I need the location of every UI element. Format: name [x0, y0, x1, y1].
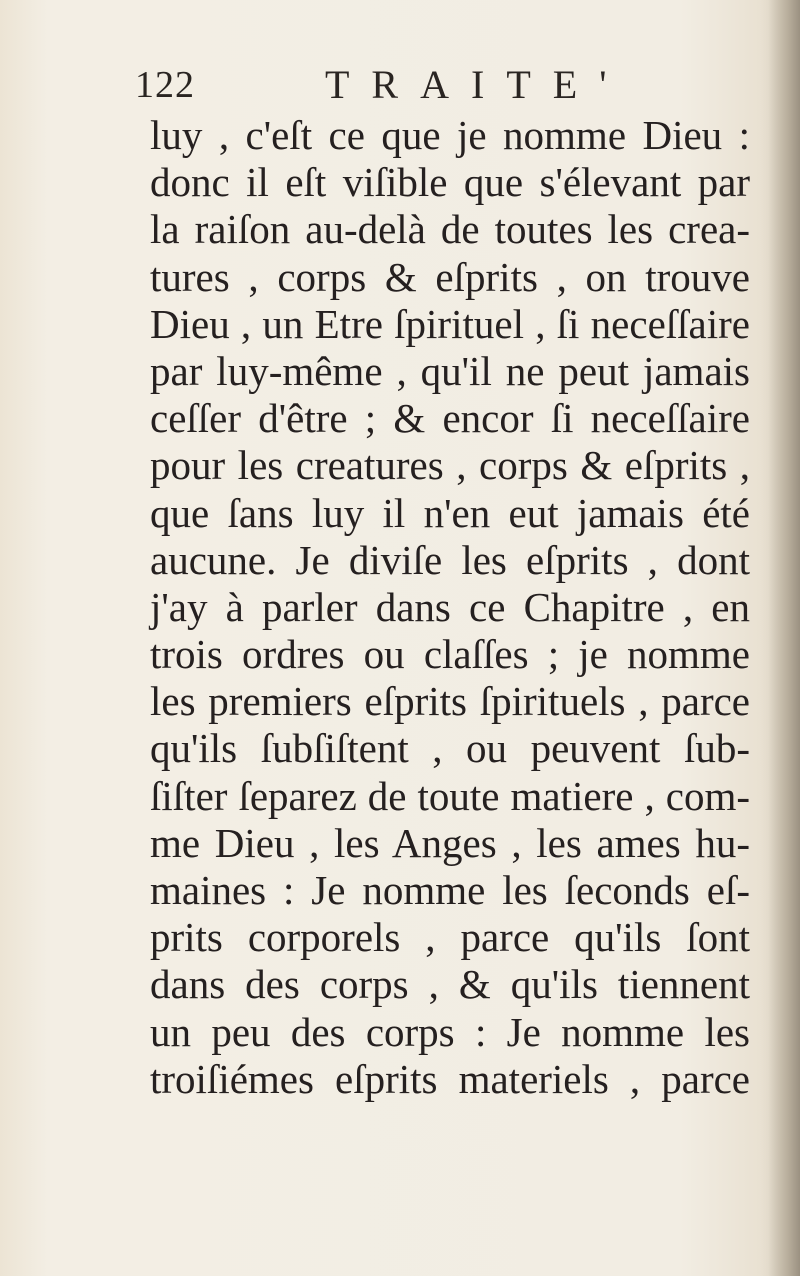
text-line: dans des corps , & qu'ils tiennent — [150, 961, 750, 1008]
text-line: ceſſer d'être ; & encor ſi neceſſaire — [150, 395, 750, 442]
text-line: j'ay à parler dans ce Chapitre , en — [150, 583, 750, 630]
text-line: qu'ils ſubſiſtent , ou peuvent ſub- — [150, 725, 750, 772]
body-text — [150, 112, 750, 1103]
text-line: les premiers eſprits ſpirituels , parce — [150, 678, 750, 725]
text-line: trois ordres ou claſſes ; je nomme — [150, 631, 750, 678]
text-line: par luy-même , qu'il ne peut jamais — [150, 347, 750, 394]
text-line: prits corporels , parce qu'ils ſont — [150, 914, 750, 961]
text-line: me Dieu , les Anges , les ames hu- — [150, 819, 750, 866]
text-line: maines : Je nomme les ſeconds eſ- — [150, 867, 750, 913]
text-line: donc il eſt viſible que s'élevant par — [150, 159, 750, 206]
page-gutter-shadow — [768, 0, 800, 1276]
text-line: que ſans luy il n'en eut jamais été — [150, 489, 750, 536]
page-header — [135, 60, 755, 110]
text-line: pour les creatures , corps & eſprits , — [150, 442, 750, 489]
text-line: aucune. Je diviſe les eſprits , dont — [150, 536, 750, 583]
text-line: la raiſon au-delà de toutes les crea- — [150, 206, 750, 253]
page-number: 122 — [135, 64, 195, 106]
running-head: TRAITE' — [325, 62, 629, 107]
text-line: troiſiémes eſprits materiels , parce — [150, 1055, 750, 1102]
text-line: Dieu , un Etre ſpirituel , ſi neceſſaire — [150, 300, 750, 347]
text-line: un peu des corps : Je nomme les — [150, 1008, 750, 1055]
text-line: luy , c'eſt ce que je nomme Dieu : — [150, 112, 750, 158]
text-line: ſiſter ſeparez de toute matiere , com- — [150, 772, 750, 819]
text-line: tures , corps & eſprits , on trouve — [150, 253, 750, 300]
